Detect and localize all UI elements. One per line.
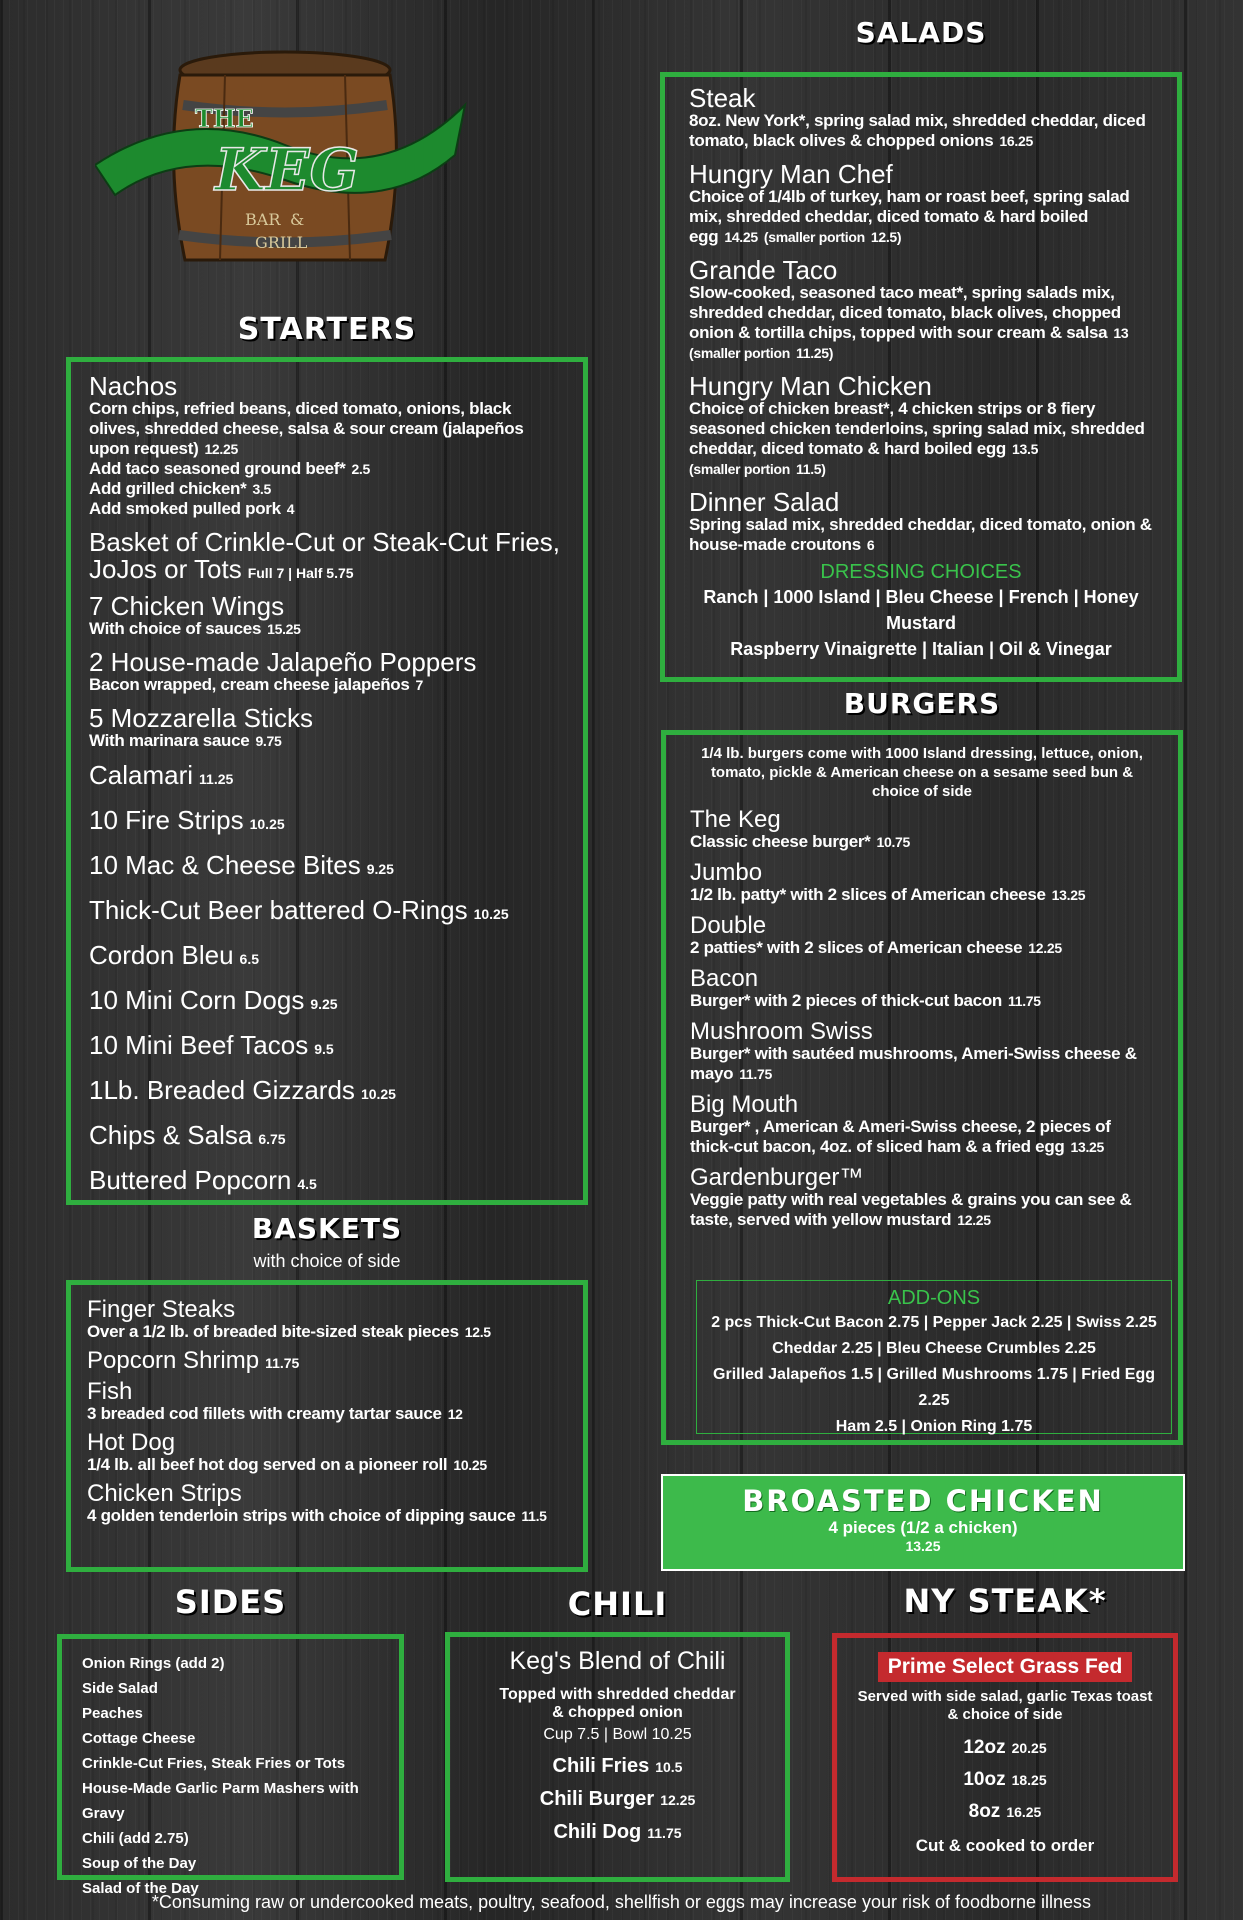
burger-big-mouth bbox=[690, 1092, 1154, 1157]
addons-line-4: Ham 2.5 | Onion Ring 1.75 bbox=[835, 1418, 1033, 1435]
steak-size-8oz: 8oz 16.25 bbox=[968, 1801, 1042, 1822]
salad-steak bbox=[689, 85, 1153, 151]
steak-desc-1: Served with side salad, garlic Texas toast bbox=[857, 1688, 1153, 1705]
chili-fries: Chili Fries 10.5 bbox=[552, 1755, 683, 1777]
salad-taco bbox=[689, 257, 1153, 363]
burger-name: Bacon bbox=[690, 965, 759, 992]
broasted-title: BROASTED CHICKEN bbox=[742, 1484, 1104, 1518]
poppers-item bbox=[89, 649, 565, 695]
salads-section bbox=[660, 72, 1182, 682]
basket-desc: Over a 1/2 lb. of breaded bite-sized steak pieces 12.5 bbox=[87, 1322, 491, 1341]
starter-beef-tacos: 10 Mini Beef Tacos 9.5 bbox=[89, 1030, 334, 1060]
basket-name: Fish bbox=[87, 1378, 133, 1405]
salad-name: Hungry Man Chef bbox=[689, 159, 893, 189]
salad-desc: Slow-cooked, seasoned taco meat*, spring salads mix, shredded cheddar, diced tomato, black olives, chopped onion & tortilla chips, topped with sour cream & salsa 13 bbox=[689, 283, 1129, 342]
nachos-addon-pork: Add smoked pulled pork 4 bbox=[89, 499, 295, 518]
nachos-desc: Corn chips, refried beans, diced tomato, onions, black olives, shredded cheese, salsa & sour cream (jalapeños upon request) 12.25 bbox=[89, 399, 524, 458]
burger-desc: Veggie patty with real vegetables & grains you can see & taste, served with yellow mustard 12.25 bbox=[690, 1190, 1132, 1229]
steak-size-10oz: 10oz 18.25 bbox=[963, 1769, 1047, 1790]
salad-desc: Choice of chicken breast*, 4 chicken strips or 8 fiery seasoned chicken tenderloins, spring salad mix, shredded cheddar, diced tomato & hard boiled egg 13.5 bbox=[689, 399, 1145, 458]
burger-bacon bbox=[690, 966, 1154, 1011]
burger-name: The Keg bbox=[690, 806, 781, 833]
chili-section bbox=[445, 1632, 790, 1882]
addons-line-3: Grilled Jalapeños 1.5 | Grilled Mushrooms 1.75 | Fried Egg 2.25 bbox=[713, 1366, 1155, 1409]
broasted-price: 13.25 bbox=[905, 1538, 941, 1554]
nachos-item bbox=[89, 373, 565, 519]
nachos-addon-chicken: Add grilled chicken* 3.5 bbox=[89, 479, 271, 498]
basket-finger-steaks bbox=[87, 1297, 567, 1342]
burger-desc: Burger* with sautéed mushrooms, Ameri-Swiss cheese & mayo 11.75 bbox=[690, 1044, 1137, 1083]
logo-keg: KEG bbox=[215, 136, 360, 204]
starter-fire-strips: 10 Fire Strips 10.25 bbox=[89, 805, 285, 835]
basket-name: Chicken Strips bbox=[87, 1480, 242, 1507]
salad-name: Dinner Salad bbox=[689, 487, 840, 517]
side-item: Side Salad bbox=[82, 1680, 158, 1697]
salad-small-portion: (smaller portion 11.5) bbox=[689, 461, 826, 477]
burger-desc: Classic cheese burger* 10.75 bbox=[690, 832, 911, 851]
burger-name: Big Mouth bbox=[690, 1091, 799, 1118]
burger-jumbo bbox=[690, 860, 1154, 905]
basket-desc: 1/4 lb. all beef hot dog served on a pioneer roll 10.25 bbox=[87, 1455, 487, 1474]
poppers-name: 2 House-made Jalapeño Poppers bbox=[89, 647, 477, 677]
side-item: Peaches bbox=[82, 1705, 143, 1722]
starters-section bbox=[66, 357, 588, 1205]
dressing-line-1: Ranch | 1000 Island | Bleu Cheese | French | Honey Mustard bbox=[703, 587, 1139, 633]
burger-mushroom-swiss bbox=[690, 1019, 1154, 1084]
chili-desc-1: Topped with shredded cheddar bbox=[499, 1686, 736, 1703]
starter-cordon-bleu: Cordon Bleu 6.5 bbox=[89, 940, 260, 970]
broasted-desc: 4 pieces (1/2 a chicken) bbox=[828, 1518, 1018, 1537]
keg-logo bbox=[95, 45, 470, 285]
addons-box bbox=[696, 1280, 1172, 1434]
fries-item bbox=[89, 529, 565, 583]
chili-desc-2: & chopped onion bbox=[552, 1704, 683, 1721]
dressing-title: DRESSING CHOICES bbox=[820, 561, 1022, 583]
baskets-subtitle: with choice of side bbox=[253, 1251, 401, 1271]
salad-chef bbox=[689, 161, 1153, 247]
basket-desc: 4 golden tenderloin strips with choice of dipping sauce 11.5 bbox=[87, 1506, 547, 1525]
burger-gardenburger bbox=[690, 1165, 1154, 1230]
starter-o-rings: Thick-Cut Beer battered O-Rings 10.25 bbox=[89, 895, 509, 925]
mozz-item bbox=[89, 705, 565, 751]
broasted-chicken-banner bbox=[661, 1474, 1185, 1571]
side-item: Cottage Cheese bbox=[82, 1730, 196, 1747]
salad-chicken bbox=[689, 373, 1153, 479]
burger-name: Gardenburger™ bbox=[690, 1164, 864, 1191]
chili-name: Keg's Blend of Chili bbox=[509, 1647, 726, 1675]
burger-double bbox=[690, 913, 1154, 958]
logo-grill: GRILL bbox=[255, 233, 308, 252]
sides-section bbox=[57, 1634, 404, 1897]
starter-gizzards: 1Lb. Breaded Gizzards 10.25 bbox=[89, 1075, 396, 1105]
side-item: Salad of the Day bbox=[82, 1880, 199, 1897]
salad-desc: 8oz. New York*, spring salad mix, shredded cheddar, diced tomato, black olives & chopped onions 16.25 bbox=[689, 111, 1146, 150]
basket-name: Finger Steaks bbox=[87, 1296, 236, 1323]
wings-desc: With choice of sauces 15.25 bbox=[89, 619, 301, 638]
mozz-desc: With marinara sauce 9.75 bbox=[89, 731, 282, 750]
side-item: Onion Rings (add 2) bbox=[82, 1655, 225, 1672]
salad-desc: Spring salad mix, shredded cheddar, diced tomato, onion & house-made croutons 6 bbox=[689, 515, 1152, 554]
basket-name: Hot Dog bbox=[87, 1429, 176, 1456]
burgers-section bbox=[661, 730, 1183, 1445]
steak-note: Cut & cooked to order bbox=[915, 1836, 1095, 1855]
footer-disclaimer: *Consuming raw or undercooked meats, poultry, seafood, shellfish or eggs may increase your risk of foodborne illness bbox=[151, 1892, 1092, 1912]
basket-name: Popcorn Shrimp bbox=[87, 1347, 260, 1374]
burger-desc: Burger* with 2 pieces of thick-cut bacon 11.75 bbox=[690, 991, 1041, 1010]
salad-name: Steak bbox=[689, 83, 756, 113]
addons-title: ADD-ONS bbox=[887, 1287, 981, 1309]
fries-name: Basket of Crinkle-Cut or Steak-Cut Fries, JoJos or Tots bbox=[89, 527, 561, 584]
starter-calamari: Calamari 11.25 bbox=[89, 760, 234, 790]
nachos-addon-beef: Add taco seasoned ground beef* 2.5 bbox=[89, 459, 370, 478]
addons-line-2: Cheddar 2.25 | Bleu Cheese Crumbles 2.25 bbox=[772, 1340, 1096, 1357]
basket-hot-dog bbox=[87, 1430, 567, 1475]
burgers-intro: 1/4 lb. burgers come with 1000 Island dressing, lettuce, onion, tomato, pickle & American cheese on a sesame seed bun & choice of side bbox=[701, 745, 1143, 800]
burger-desc: 1/2 lb. patty* with 2 slices of American cheese 13.25 bbox=[690, 885, 1086, 904]
steak-desc-2: & choice of side bbox=[947, 1706, 1063, 1723]
side-item: House-Made Garlic Parm Mashers with Gravy bbox=[82, 1780, 359, 1822]
side-item: Chili (add 2.75) bbox=[82, 1830, 189, 1847]
side-item: Soup of the Day bbox=[82, 1855, 197, 1872]
burger-name: Jumbo bbox=[690, 859, 763, 886]
chili-cup-bowl: Cup 7.5 | Bowl 10.25 bbox=[543, 1726, 692, 1743]
salad-dinner bbox=[689, 489, 1153, 555]
dressing-line-2: Raspberry Vinaigrette | Italian | Oil & Vinegar bbox=[730, 639, 1112, 659]
starter-chips-salsa: Chips & Salsa 6.75 bbox=[89, 1120, 286, 1150]
basket-desc: 3 breaded cod fillets with creamy tartar sauce 12 bbox=[87, 1404, 463, 1423]
burger-desc: 2 patties* with 2 slices of American cheese 12.25 bbox=[690, 938, 1062, 957]
addons-line-1: 2 pcs Thick-Cut Bacon 2.75 | Pepper Jack 2.25 | Swiss 2.25 bbox=[711, 1314, 1157, 1331]
chili-title: CHILI bbox=[567, 1585, 668, 1623]
poppers-desc: Bacon wrapped, cream cheese jalapeños 7 bbox=[89, 675, 424, 694]
logo-amp: & bbox=[290, 210, 305, 229]
starters-title: STARTERS bbox=[237, 312, 417, 347]
nachos-name: Nachos bbox=[89, 371, 178, 401]
burger-desc: Burger* , American & Ameri-Swiss cheese, 2 pieces of thick-cut bacon, 4oz. of sliced ham & a fried egg 13.25 bbox=[690, 1117, 1111, 1156]
burgers-title: BURGERS bbox=[843, 687, 1001, 720]
salad-desc: Choice of 1/4lb of turkey, ham or roast beef, spring salad mix, shredded cheddar, diced tomato & hard boiled egg 14.25 (smaller portion 12.5) bbox=[689, 187, 1130, 246]
burger-the-keg bbox=[690, 807, 1154, 852]
steak-title: NY STEAK* bbox=[903, 1582, 1107, 1620]
starter-popcorn: Buttered Popcorn 4.5 bbox=[89, 1165, 317, 1195]
steak-size-12oz: 12oz 20.25 bbox=[963, 1737, 1047, 1758]
baskets-title: BASKETS bbox=[251, 1212, 403, 1245]
burger-name: Double bbox=[690, 912, 767, 939]
chili-dog: Chili Dog 11.75 bbox=[553, 1821, 682, 1843]
logo-bar: BAR bbox=[245, 210, 281, 229]
logo-the: THE bbox=[195, 104, 254, 133]
salad-small-portion: (smaller portion 11.25) bbox=[689, 345, 834, 361]
burger-name: Mushroom Swiss bbox=[690, 1018, 873, 1045]
sides-title: SIDES bbox=[174, 1583, 287, 1621]
salad-name: Grande Taco bbox=[689, 255, 838, 285]
steak-section bbox=[832, 1633, 1178, 1882]
wings-item bbox=[89, 593, 565, 639]
baskets-section bbox=[66, 1280, 588, 1572]
steak-badge: Prime Select Grass Fed bbox=[878, 1652, 1133, 1682]
salad-name: Hungry Man Chicken bbox=[689, 371, 932, 401]
basket-fish bbox=[87, 1379, 567, 1424]
wings-name: 7 Chicken Wings bbox=[89, 591, 285, 621]
basket-price: 11.75 bbox=[265, 1355, 300, 1371]
basket-chicken-strips bbox=[87, 1481, 567, 1526]
salads-title: SALADS bbox=[855, 16, 987, 49]
basket-popcorn-shrimp bbox=[87, 1348, 567, 1373]
fries-price: Full 7 | Half 5.75 bbox=[247, 565, 354, 581]
starter-mac-bites: 10 Mac & Cheese Bites 9.25 bbox=[89, 850, 394, 880]
chili-burger: Chili Burger 12.25 bbox=[539, 1788, 696, 1810]
starter-corn-dogs: 10 Mini Corn Dogs 9.25 bbox=[89, 985, 338, 1015]
side-item: Crinkle-Cut Fries, Steak Fries or Tots bbox=[82, 1755, 346, 1772]
mozz-name: 5 Mozzarella Sticks bbox=[89, 703, 313, 733]
